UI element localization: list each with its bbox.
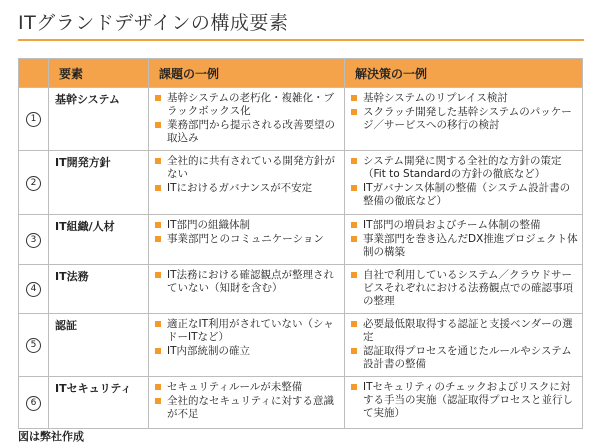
list-item: セキュリティルールが未整備 (155, 381, 340, 394)
header-solution: 解決策の一例 (345, 59, 583, 88)
list-item: 事業部門を巻き込んだDX推進プロジェクト体制の構築 (351, 233, 578, 259)
list-item: ITセキュリティのチェックおよびリスクに対する手当の実施（認証取得プロセスと並行して実施） (351, 381, 578, 420)
header-element: 要素 (49, 59, 149, 88)
row-solutions-list (351, 219, 578, 259)
row-issues (149, 88, 345, 151)
row-number (19, 314, 49, 377)
table-row (19, 88, 583, 151)
table-row (19, 377, 583, 429)
row-number (19, 377, 49, 429)
row-element: 基幹システム (49, 88, 149, 151)
row-solutions (345, 265, 583, 314)
row-number-badge: 2 (26, 176, 41, 191)
header-issue: 課題の一例 (149, 59, 345, 88)
row-issues-list (155, 381, 340, 421)
row-solutions-list (351, 318, 578, 371)
row-issues-list (155, 318, 340, 358)
row-number-badge: 1 (26, 112, 41, 127)
list-item: 業務部門から提示される改善要望の取込み (155, 119, 340, 145)
list-item: ITガバナンス体制の整備（システム設計書の整備の徹底など） (351, 182, 578, 208)
table-row (19, 215, 583, 265)
row-issues (149, 151, 345, 215)
row-solutions-list (351, 381, 578, 420)
components-table (18, 58, 583, 429)
row-element: IT法務 (49, 265, 149, 314)
figure-caption: 図は弊社作成 (18, 430, 84, 443)
row-issues (149, 215, 345, 265)
row-number (19, 215, 49, 265)
row-issues-list (155, 269, 340, 295)
list-item: 全社的なセキュリティに対する意識が不足 (155, 395, 340, 421)
list-item: システム開発に関する全社的な方針の策定（Fit to Standardの方針の徹底など） (351, 155, 578, 181)
row-solutions (345, 215, 583, 265)
header-no (19, 59, 49, 88)
list-item: スクラッチ開発した基幹システムのパッケージ／サービスへの移行の検討 (351, 106, 578, 132)
row-solutions-list (351, 155, 578, 208)
row-number-badge: 4 (26, 282, 41, 297)
row-number-badge: 5 (26, 338, 41, 353)
list-item: ITにおけるガバナンスが不安定 (155, 182, 340, 195)
row-element: ITセキュリティ (49, 377, 149, 429)
table-body (19, 88, 583, 429)
title-divider (18, 39, 584, 41)
row-number (19, 88, 49, 151)
row-solutions-list (351, 269, 578, 308)
list-item: IT部門の増員およびチーム体制の整備 (351, 219, 578, 232)
list-item: IT法務における確認観点が整理されていない（知財を含む） (155, 269, 340, 295)
list-item: IT内部統制の確立 (155, 345, 340, 358)
row-element: IT組織/人材 (49, 215, 149, 265)
row-solutions (345, 314, 583, 377)
row-number-badge: 3 (26, 233, 41, 248)
list-item: 事業部門とのコミュニケーション (155, 233, 340, 246)
row-issues-list (155, 92, 340, 145)
list-item: IT部門の組織体制 (155, 219, 340, 232)
list-item: 基幹システムのリプレイス検討 (351, 92, 578, 105)
row-number (19, 151, 49, 215)
row-element: IT開発方針 (49, 151, 149, 215)
list-item: 適正なIT利用がされていない（シャドーITなど） (155, 318, 340, 344)
row-issues (149, 314, 345, 377)
row-number-badge: 6 (26, 396, 41, 411)
row-solutions (345, 151, 583, 215)
row-element: 認証 (49, 314, 149, 377)
table-header-row (19, 59, 583, 88)
list-item: 基幹システムの老朽化・複雑化・ブラックボックス化 (155, 92, 340, 118)
row-issues-list (155, 219, 340, 246)
table-row (19, 151, 583, 215)
row-issues (149, 265, 345, 314)
row-solutions (345, 88, 583, 151)
row-solutions-list (351, 92, 578, 132)
table-row (19, 314, 583, 377)
list-item: 自社で利用しているシステム／クラウドサービスそれぞれにおける法務観点での確認事項の整理 (351, 269, 578, 308)
table-row (19, 265, 583, 314)
list-item: 全社的に共有されている開発方針がない (155, 155, 340, 181)
row-issues-list (155, 155, 340, 195)
list-item: 必要最低限取得する認証と支援ベンダーの選定 (351, 318, 578, 344)
row-issues (149, 377, 345, 429)
list-item: 認証取得プロセスを通じたルールやシステム設計書の整備 (351, 345, 578, 371)
page-title: ITグランドデザインの構成要素 (18, 12, 289, 34)
row-number (19, 265, 49, 314)
row-solutions (345, 377, 583, 429)
